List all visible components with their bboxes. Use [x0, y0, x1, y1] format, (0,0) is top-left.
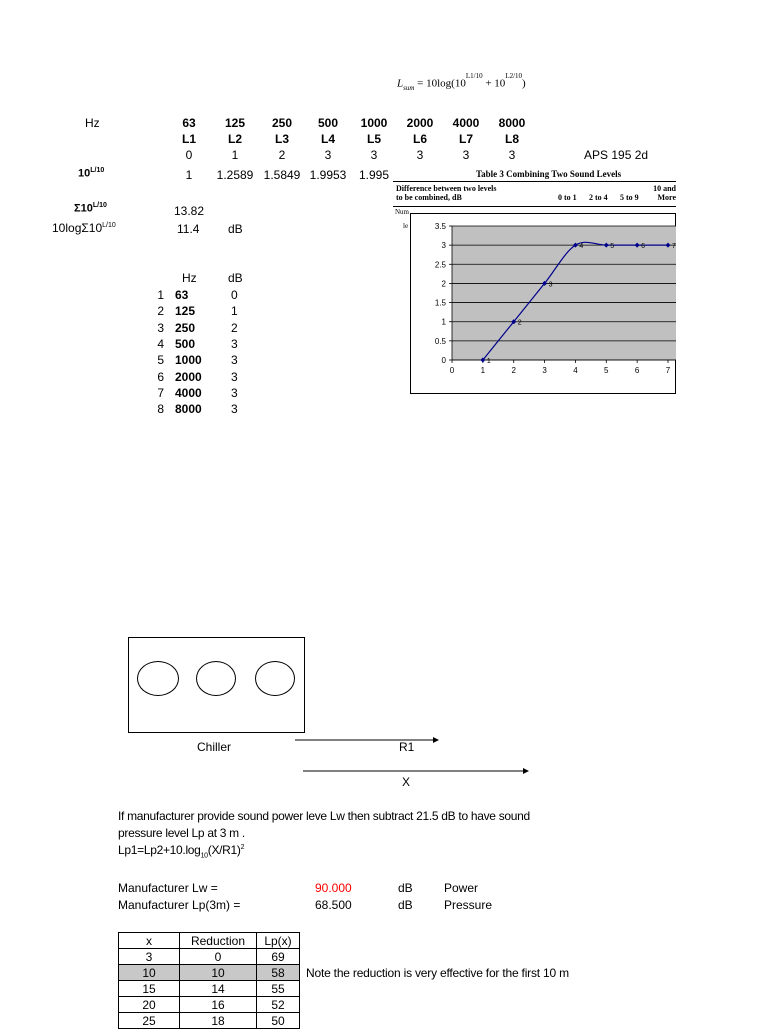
- sum-label: [74, 202, 107, 215]
- db-2000: 3: [416, 148, 424, 162]
- pow-value-3: 1.5849: [263, 168, 301, 182]
- note-formula-b: (X/R1): [207, 843, 241, 857]
- db-4000: 3: [462, 148, 470, 162]
- point-label: 2: [517, 319, 522, 327]
- lp-table-row: [119, 997, 300, 1013]
- lp-cell-reduction: 18: [180, 1013, 257, 1029]
- note-line-2: pressure level Lp at 3 m .: [118, 826, 245, 840]
- formula-plus: + 10: [485, 77, 506, 90]
- t2-row-hz: 2000: [175, 369, 202, 384]
- freq-1000: 1000: [360, 116, 388, 130]
- freq-2000: 2000: [406, 116, 434, 130]
- lp-value: 68.500: [315, 898, 352, 912]
- lw-value: 90.000: [315, 881, 352, 895]
- level-L4: L4: [320, 132, 335, 146]
- point-label: 6: [641, 243, 646, 251]
- y-tick-label: 1.5: [434, 298, 446, 308]
- t2-row-db: 0: [231, 288, 238, 302]
- pow-label: [78, 167, 104, 180]
- chiller-label: Chiller: [197, 740, 232, 754]
- log-label: [52, 221, 116, 235]
- lp-header-x: x: [119, 933, 180, 949]
- pow-value-5: 1.995: [358, 168, 390, 182]
- table3-col-3: 5 to 9: [620, 193, 639, 202]
- lp-cell-x: 15: [119, 981, 180, 997]
- x-tick-label: 1: [480, 366, 486, 375]
- x-tick-label: 7: [665, 366, 671, 375]
- pow-value-4: 1.9953: [309, 168, 347, 182]
- lp-cell-lpx: 50: [257, 1013, 300, 1029]
- aps-note: APS 195 2d: [584, 148, 649, 162]
- formula-lhs-sub: sum: [403, 83, 415, 92]
- x-arrowhead: [523, 768, 529, 774]
- t2-row-hz: 500: [175, 336, 196, 351]
- log-label-base: 10logΣ10: [52, 221, 103, 235]
- formula-exp1: L1/10: [465, 72, 483, 80]
- line-chart: [410, 213, 676, 394]
- fan-circle-1: [137, 661, 179, 696]
- t2-row-db: 3: [231, 353, 238, 368]
- lp-cell-lpx: 58: [257, 965, 300, 981]
- lw-type: Power: [444, 881, 479, 895]
- lp-table: [118, 932, 300, 1029]
- table3-col-4: 10 and More: [653, 184, 676, 202]
- lp-cell-lpx: 52: [257, 997, 300, 1013]
- point-label: 4: [579, 243, 584, 251]
- freq-250: 250: [271, 116, 293, 130]
- formula-close: ): [522, 77, 526, 90]
- t2-row-num: 4: [157, 336, 164, 351]
- t2-row-num: 7: [157, 385, 164, 400]
- hz-label: Hz: [85, 116, 100, 130]
- pow-label-sup: L/10: [90, 167, 105, 174]
- point-label: 1: [486, 358, 491, 365]
- lp-table-header: [119, 933, 300, 949]
- lp-cell-reduction: 10: [180, 965, 257, 981]
- lp-cell-x: 3: [119, 949, 180, 965]
- lp-header-reduction: Reduction: [180, 933, 257, 949]
- lp-cell-lpx: 69: [257, 949, 300, 965]
- log-unit: dB: [228, 222, 243, 236]
- x-label: X: [402, 775, 411, 789]
- db-1000: 3: [370, 148, 378, 162]
- y-tick-label: 3.5: [434, 222, 446, 231]
- t2-row-hz: 8000: [175, 402, 202, 417]
- x-tick-label: 5: [604, 366, 609, 375]
- r1-arrowhead: [433, 737, 439, 743]
- lp-cell-reduction: 0: [180, 949, 257, 965]
- lp-cell-x: 25: [119, 1013, 180, 1029]
- lp-cell-x: 10: [119, 965, 180, 981]
- lp-unit: dB: [398, 898, 413, 912]
- t2-row-db: 3: [231, 336, 238, 351]
- fan-circle-2: [196, 661, 236, 696]
- table3-title: Table 3 Combining Two Sound Levels: [476, 169, 622, 179]
- level-L6: L6: [412, 132, 427, 146]
- sum-value: 13.82: [174, 204, 205, 218]
- table3-row1: [396, 184, 496, 202]
- formula-exp2: L2/10: [505, 72, 523, 80]
- log-label-sup: L/10: [102, 222, 116, 229]
- t2-row-num: 2: [157, 304, 164, 319]
- t2-row-num: 6: [157, 369, 164, 384]
- t2-row-db: 3: [231, 402, 238, 417]
- note-formula-sup: 2: [240, 844, 245, 851]
- pow-value-2: 1.2589: [216, 168, 254, 182]
- distance-arrows: [295, 733, 535, 777]
- x-tick-label: 4: [573, 366, 578, 375]
- db-63: 0: [185, 148, 193, 162]
- table3-row1a: Difference between two levels: [396, 184, 497, 193]
- lp-table-note: Note the reduction is very effective for the first 10 m: [306, 966, 569, 980]
- y-tick-label: 0.5: [434, 336, 446, 346]
- lp-cell-lpx: 55: [257, 981, 300, 997]
- lp-cell-reduction: 16: [180, 997, 257, 1013]
- sum-label-sup: L/10: [92, 202, 107, 209]
- freq-4000: 4000: [452, 116, 480, 130]
- t2-row-db: 3: [231, 369, 238, 384]
- r1-label: R1: [399, 740, 415, 754]
- db-250: 2: [278, 148, 286, 162]
- table3-col-2: 2 to 4: [589, 193, 608, 202]
- t2-row-num: 3: [157, 320, 164, 335]
- sum-formula: [397, 72, 526, 92]
- y-tick-label: 0: [441, 356, 446, 365]
- table3-rule2: [393, 206, 676, 207]
- formula-rhs: 10log(10: [426, 77, 466, 90]
- lw-label: Manufacturer Lw =: [118, 881, 218, 895]
- t2-row-db: 1: [231, 304, 238, 319]
- note-formula-a: Lp1=Lp2+10.log: [118, 843, 201, 857]
- level-L5: L5: [366, 132, 381, 146]
- t2-row-num: 1: [157, 288, 164, 302]
- lp-table-row: [119, 965, 300, 981]
- t2-row-hz: 1000: [175, 353, 202, 368]
- freq-500: 500: [317, 116, 339, 130]
- lp-table-row: [119, 949, 300, 965]
- freq-8000: 8000: [498, 116, 526, 130]
- point-label: 5: [610, 243, 615, 251]
- lp-table-row: [119, 1013, 300, 1029]
- x-tick-label: 0: [449, 366, 455, 375]
- x-tick-label: 6: [634, 366, 640, 375]
- lp-type: Pressure: [444, 898, 493, 912]
- pow-label-base: 10: [78, 167, 91, 180]
- t2-row-hz: 4000: [175, 385, 202, 400]
- table3-row1b: to be combined, dB: [396, 193, 462, 202]
- table3-row2: Num: [395, 208, 409, 216]
- t2-row-hz: 250: [175, 320, 196, 335]
- t2-row-num: 5: [157, 353, 164, 368]
- level-L1: L1: [181, 132, 196, 146]
- note-formula-sub: 10: [200, 852, 208, 860]
- lp-label: Manufacturer Lp(3m) =: [118, 898, 241, 912]
- db-500: 3: [324, 148, 332, 162]
- table3-col-1: 0 to 1: [558, 193, 577, 202]
- lp-table-row: [119, 981, 300, 997]
- lw-unit: dB: [398, 881, 413, 895]
- t2-row-hz: 125: [175, 304, 196, 319]
- freq-125: 125: [224, 116, 246, 130]
- lp-cell-x: 20: [119, 997, 180, 1013]
- t2-row-hz: 63: [175, 288, 189, 302]
- formula-eq: =: [417, 77, 424, 90]
- t2-row-db: 3: [231, 385, 238, 400]
- y-tick-label: 3: [441, 241, 446, 251]
- x-tick-label: 2: [511, 366, 516, 375]
- t2-col-db: dB: [228, 271, 243, 285]
- note-line-1: If manufacturer provide sound power leve Lw then subtract 21.5 dB to have sound: [118, 809, 530, 823]
- t2-row-num: 8: [157, 402, 164, 417]
- level-L2: L2: [227, 132, 242, 146]
- db-8000: 3: [508, 148, 516, 162]
- t2-row-db: 2: [231, 320, 238, 335]
- point-label: 7: [672, 243, 676, 251]
- point-label: 3: [548, 281, 553, 289]
- y-tick-label: 2: [441, 279, 446, 289]
- lp-header-lpx: Lp(x): [257, 933, 300, 949]
- lp-cell-reduction: 14: [180, 981, 257, 997]
- note-formula: [118, 843, 244, 859]
- y-tick-label: 1: [441, 317, 446, 327]
- freq-63: 63: [182, 116, 196, 130]
- fan-circle-3: [255, 661, 295, 696]
- pow-value-1: 1: [185, 168, 193, 182]
- table3-rule: [393, 181, 676, 182]
- y-tick-label: 2.5: [434, 260, 446, 270]
- t2-col-hz: Hz: [182, 271, 197, 285]
- sum-label-base: Σ10: [74, 202, 93, 215]
- level-L8: L8: [504, 132, 519, 146]
- db-125: 1: [231, 148, 239, 162]
- table3-row3: le: [403, 222, 409, 230]
- x-tick-label: 3: [542, 366, 547, 375]
- log-value: 11.4: [177, 222, 200, 236]
- formula-lhs: L: [397, 77, 404, 90]
- level-L7: L7: [458, 132, 473, 146]
- level-L3: L3: [274, 132, 289, 146]
